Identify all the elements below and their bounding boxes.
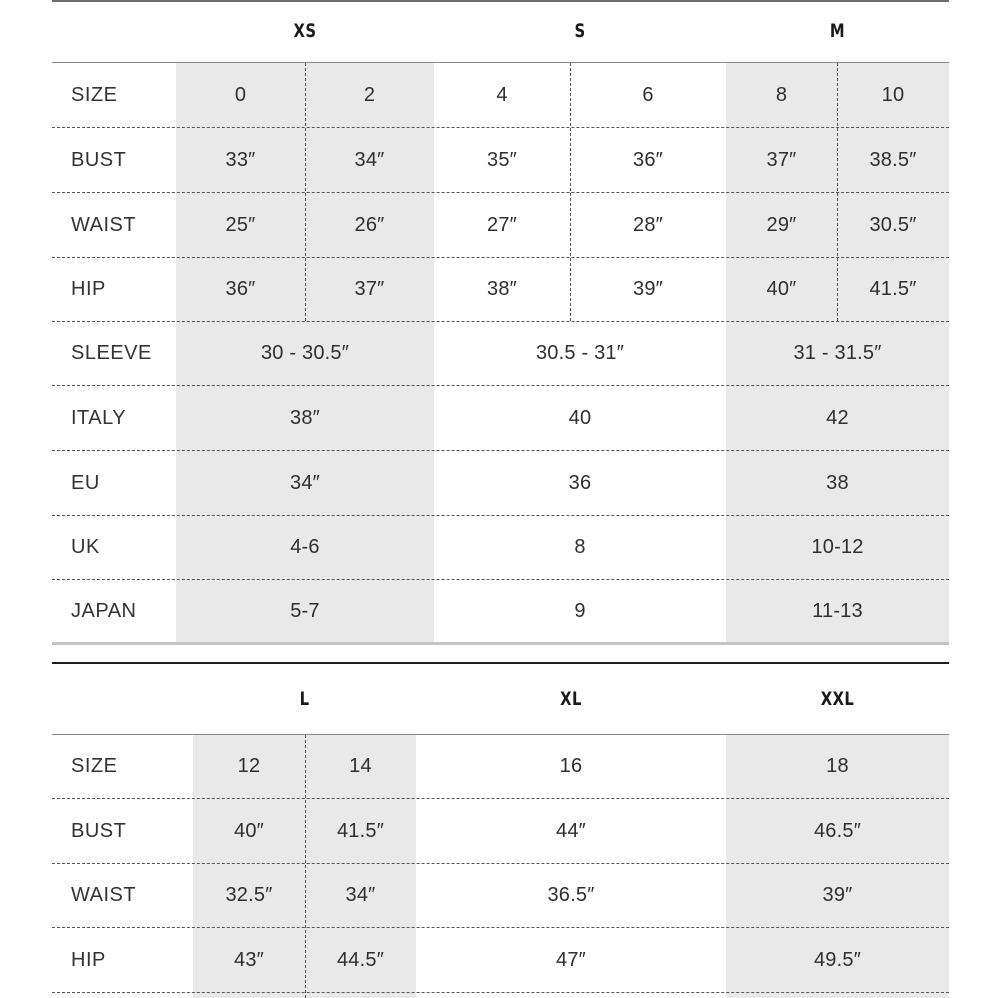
table-cell: 6: [642, 83, 654, 106]
row-label-hip: HIP: [71, 278, 106, 300]
table-cell: 10: [881, 83, 905, 106]
table-cell: 44.5″: [336, 948, 384, 971]
table-cell: 38″: [487, 278, 517, 300]
table-cell: 36″: [225, 278, 256, 300]
table-cell: 36″: [633, 148, 663, 171]
row-label-italy: ITALY: [71, 406, 127, 429]
size-header-s: S: [574, 20, 586, 42]
table-cell: 33″: [225, 148, 256, 171]
bottom-rule: [52, 642, 949, 645]
size-header-xs: XS: [293, 20, 317, 42]
table-cell: 30 - 30.5″: [260, 342, 350, 364]
table-cell: 4: [496, 83, 508, 106]
table-cell: 49.5″: [813, 948, 861, 971]
row-label-uk: UK: [71, 536, 100, 558]
table-cell: 34″: [345, 884, 376, 906]
row-label-waist: WAIST: [71, 213, 137, 236]
table-cell: 9: [574, 599, 586, 622]
row-label-bust: BUST: [71, 819, 127, 842]
table-cell: 5-7: [290, 599, 320, 622]
table-cell: 43″: [234, 948, 264, 971]
table-cell: 38″: [290, 406, 320, 429]
size-chart-table-top: [52, 0, 949, 646]
table-cell: 40″: [234, 819, 264, 842]
table-cell: 37″: [766, 148, 797, 171]
table-cell: 34″: [354, 148, 385, 171]
table-cell: 36.5″: [547, 884, 595, 906]
table-cell: 40: [568, 406, 592, 429]
table-cell: 18: [826, 755, 849, 777]
row-divider: [52, 992, 949, 993]
size-chart-table-bottom: [52, 662, 949, 998]
table-cell: 11-13: [812, 599, 863, 622]
table-cell: 34″: [290, 471, 320, 494]
table-cell: 26″: [354, 213, 385, 236]
table-cell: 29″: [766, 213, 797, 236]
table-cell: 28″: [633, 213, 663, 236]
size-header-m: M: [829, 20, 846, 42]
table-cell: 31 - 31.5″: [793, 342, 882, 364]
row-label-waist: WAIST: [71, 884, 137, 906]
size-header-l: L: [299, 688, 310, 710]
table-cell: 38.5″: [869, 148, 917, 171]
table-cell: 0: [234, 83, 247, 106]
table-cell: 42: [826, 406, 849, 429]
table-cell: 30.5″: [869, 213, 917, 236]
table-cell: 35″: [487, 148, 517, 171]
row-label-japan: JAPAN: [71, 599, 137, 622]
table-cell: 38: [826, 471, 849, 494]
row-label-size: SIZE: [71, 83, 118, 106]
table-cell: 40″: [766, 278, 797, 300]
table-cell: 8: [775, 83, 788, 106]
row-label-sleeve: SLEEVE: [71, 342, 152, 364]
row-label-bust: BUST: [71, 148, 127, 171]
row-label-size: SIZE: [71, 755, 118, 777]
table-cell: 2: [363, 83, 376, 106]
row-label-eu: EU: [71, 471, 100, 494]
table-cell: 4-6: [290, 536, 320, 558]
table-cell: 14: [349, 755, 372, 777]
table-cell: 10-12: [811, 536, 864, 558]
size-header-xl: XL: [560, 688, 582, 710]
table-cell: 36: [568, 471, 592, 494]
table-cell: 27″: [487, 213, 517, 236]
table-cell: 32.5″: [225, 884, 273, 906]
table-cell: 12: [237, 755, 261, 777]
table-cell: 30.5 - 31″: [535, 342, 625, 364]
table-cell: 41.5″: [336, 819, 384, 842]
size-header-xxl: XXL: [820, 688, 855, 710]
table-cell: 25″: [225, 213, 256, 236]
row-label-hip: HIP: [71, 948, 106, 971]
table-cell: 16: [559, 755, 583, 777]
table-cell: 8: [574, 536, 586, 558]
table-cell: 46.5″: [813, 819, 861, 842]
table-cell: 39″: [822, 884, 853, 906]
table-cell: 41.5″: [869, 278, 917, 300]
table-cell: 39″: [633, 278, 663, 300]
table-cell: 47″: [556, 948, 586, 971]
table-cell: 44″: [556, 819, 586, 842]
table-cell: 37″: [354, 278, 385, 300]
